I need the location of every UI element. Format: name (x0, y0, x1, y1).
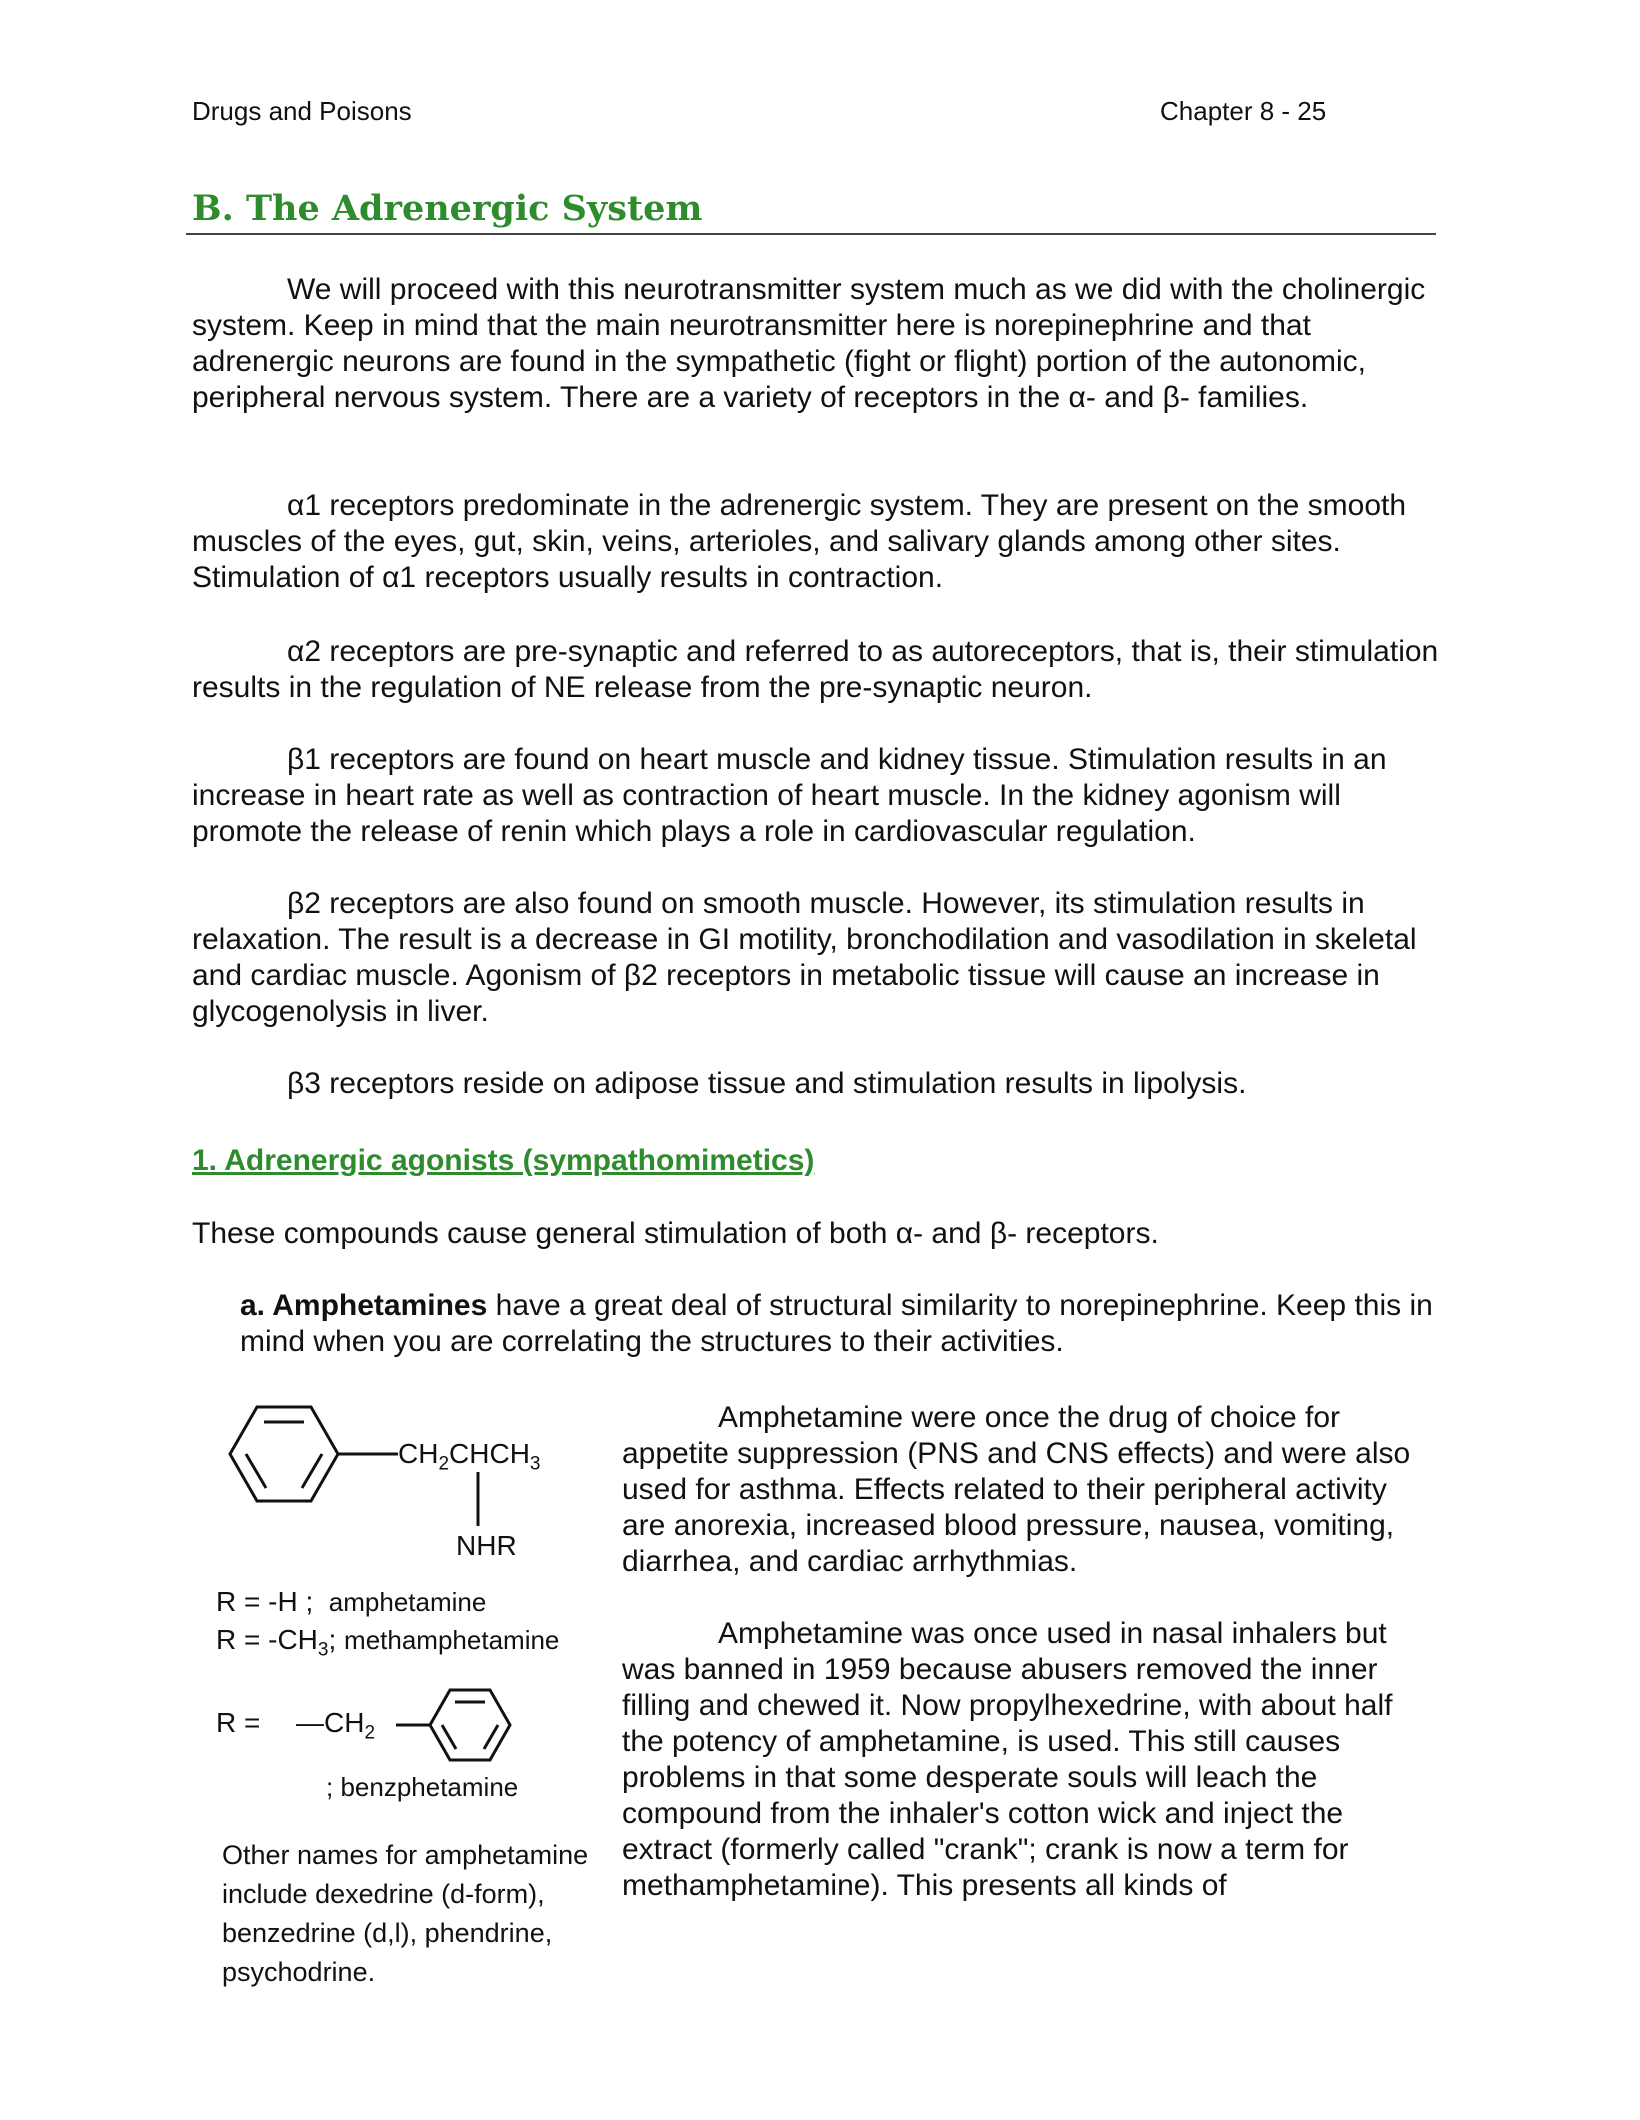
r-hydrogen-row: R = -H ; amphetamine (216, 1586, 487, 1617)
r-methyl-row: $R = -CH_3$; methamphetamine (216, 1624, 560, 1661)
intro-text: We will proceed with this neurotransmitter system much as we did with the cholinergic system. Keep in mind that the main neurotransmitter here is norepinephrine and that adrenergic neurons are found in the sympathetic (fight or flight) portion of the autonomic, peripheral nervous system. There are a variety of receptors in the α- and β- families. (192, 273, 1426, 414)
amine-label: NHR (456, 1530, 517, 1561)
amphetamines-paragraph (240, 1288, 1440, 1360)
amphetamine-use-paragraph (622, 1400, 1432, 1580)
other-names-note: Other names for amphetamine include dexedrine (d-form), benzedrine (d,l), phendrine, psychodrine. (222, 1840, 589, 1987)
nasal-inhaler-paragraph (622, 1616, 1432, 1904)
beta3-paragraph (192, 1066, 1442, 1102)
beta2-paragraph (192, 886, 1442, 1030)
side-chain-label: $CH_2CHCH_3$ (398, 1438, 541, 1475)
alpha2-text: α2 receptors are pre-synaptic and referred to as autoreceptors, that is, their stimulation results in the regulation of NE release from the pre-synaptic neuron. (192, 635, 1439, 704)
amphetamines-text: have a great deal of structural similarity to norepinephrine. Keep this in mind when you are correlating the structures to their activities. (240, 1289, 1433, 1358)
alpha2-paragraph (192, 634, 1442, 706)
benzene-double-bond (302, 1454, 322, 1488)
section-rule (186, 233, 1436, 235)
running-header-title: Drugs and Poisons (192, 96, 412, 126)
amphetamine-structure (200, 1384, 600, 1804)
beta1-text: β1 receptors are found on heart muscle and kidney tissue. Stimulation results in an increase in heart rate as well as contraction of heart muscle. In the kidney agonism will promote the release of renin which plays a role in cardiovascular regulation. (192, 743, 1387, 848)
benzene-double-bond (246, 1454, 266, 1488)
alpha1-text: α1 receptors predominate in the adrenergic system. They are present on the smooth muscles of the eyes, gut, skin, veins, arterioles, and salivary glands among other sites. Stimulation of α1 receptors usually results in contraction. (192, 489, 1407, 594)
benzphetamine-label: ; benzphetamine (326, 1772, 519, 1802)
beta2-text: β2 receptors are also found on smooth muscle. However, its stimulation results in relaxation. The result is a decrease in GI motility, bronchodilation and vasodilation in skeletal and cardiac muscle. Agonism of β2 receptors in metabolic tissue will cause an increase in glycogenolysis in liver. (192, 887, 1417, 1028)
section-title: B. The Adrenergic System (192, 188, 703, 229)
r-benzyl-group: $—CH_2$ (296, 1707, 376, 1744)
beta3-text: β3 receptors reside on adipose tissue and stimulation results in lipolysis. (287, 1067, 1247, 1100)
benzyl-double-bond (484, 1725, 498, 1749)
subsection-intro: These compounds cause general stimulation of both α- and β- receptors. (192, 1217, 1159, 1250)
benzyl-double-bond (442, 1725, 456, 1749)
running-header-page: Chapter 8 - 25 (1160, 96, 1327, 126)
r-benzyl-label: R = (216, 1707, 261, 1738)
amphetamines-lead: a. Amphetamines (240, 1289, 488, 1322)
intro-paragraph (192, 272, 1442, 416)
alpha1-paragraph (192, 488, 1442, 596)
nasal-inhaler-text: Amphetamine was once used in nasal inhalers but was banned in 1959 because abusers removed the inner filling and chewed it. Now propylhexedrine, with about half the potency of amphetamine, is used. This still causes problems in that some desperate souls will leach the compound from the inhaler's cotton wick and inject the extract (formerly called "crank"; crank is now a term for methamphetamine). This presents all kinds of (622, 1617, 1393, 1902)
beta1-paragraph (192, 742, 1442, 850)
subsection-title: 1. Adrenergic agonists (sympathomimetics) (192, 1144, 815, 1177)
amphetamine-use-text: Amphetamine were once the drug of choice for appetite suppression (PNS and CNS effects) and were also used for asthma. Effects related to their peripheral activity are anorexia, increased blood pressure, nausea, vomiting, diarrhea, and cardiac arrhythmias. (622, 1401, 1411, 1578)
